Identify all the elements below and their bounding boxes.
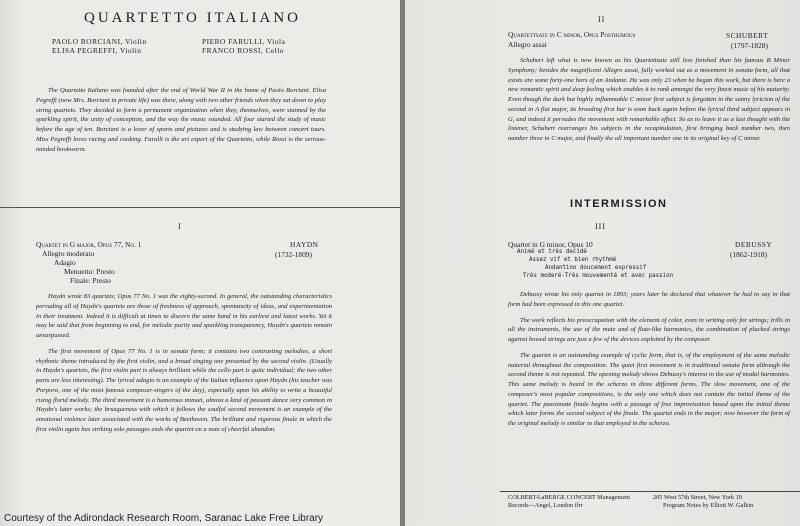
dates-debussy: (1862-1918)	[730, 250, 767, 259]
debussy-notes	[508, 290, 790, 435]
footer-management: COLBERT-LaBERGE CONCERT Management	[508, 494, 631, 501]
ensemble-title: QUARTETTO ITALIANO	[84, 10, 302, 26]
section-number-3: III	[595, 222, 606, 231]
haydn-paragraph-2: The first movement of Opus 77 No. 1 is in sonata form; it contains two contrasting melodies, a short rhythmic theme introduced by the first violin, and a broad singing one presented by the second violin. (Usually in Haydn's quartets, the first violin part is always brilliant while the cello part is quite individual; the two other parts are less interesting). The lyrical adagio is an example of the Italian influence upon Haydn (his teacher was Porpora, one of the most famous composer-singers of the day), especially upon his ability to write a beautiful rising florid melody. The third movement is a humorous minuet, almost a kind of peasant dance very common in Haydn's later works; the brusqueness with which it follows the soulful second movement is an example of the emotional violence later associated with the works of Beethoven. The brilliant and vigorous finale in which the first violin again has striking solo passages ends the quartet on a note of cheerful abandon.	[36, 347, 332, 433]
composer-debussy: DEBUSSY	[735, 240, 773, 249]
footer-records: Records—Angel, London ffrr	[508, 502, 583, 509]
intermission-heading: INTERMISSION	[570, 198, 668, 210]
member-pegreffi: ELISA PEGREFFI, Violin	[52, 46, 142, 55]
movement-4: Finale: Presto	[70, 276, 111, 285]
debussy-movement-4: Très moderé-Très mouvementé et avec passion	[523, 273, 674, 279]
movement-3: Menuetto: Presto	[64, 267, 115, 276]
composer-haydn: HAYDN	[290, 240, 319, 249]
member-borciani: PAOLO BORCIANI, Violin	[52, 37, 147, 46]
work-title-schubert: Quartettsatz in C minor, Opus Posthumous	[508, 30, 636, 39]
debussy-paragraph-2: The work reflects his preoccupation with the element of color, even in writing only for strings; trills in all the instruments, the use of the mute and of flute-like harmonics, the combination of plucked strings against bowed strings are just a few of the devices exploited by the composer.	[508, 316, 790, 343]
composer-schubert: SCHUBERT	[726, 31, 769, 40]
footer-program-notes: Program Notes by Elliott W. Galkin	[663, 502, 754, 509]
debussy-movement-3: Andantino doucement expressif	[545, 265, 647, 271]
work-title-haydn: Quartet in G major, Opus 77, No. 1	[36, 240, 142, 249]
bio-paragraph: The Quartetto Italiano was founded after the end of World War II in the home of Paolo Borciani. Elisa Pegreffi (now Mrs. Borciani in private life) was there, along with two other friends when they sat down to play string quartets. They decided to form a permanent organization when they, themselves, were stunned by the sparkling spirit, the unity of conception, and the way the music sounded. All four started the study of music before the age of ten. Borciani is a lover of sports and pictures and is studying law between concert tours. Miss Pegreffi loves racing and cooking. Farulli is the art expert of the Quartetto, while Rossi is the serious-minded bookworm.	[36, 87, 326, 153]
dates-haydn: (1732-1809)	[275, 250, 312, 259]
work-title-debussy: Quartet in G minor, Opus 10	[508, 240, 593, 249]
movement-1: Allegro moderato	[42, 249, 95, 258]
debussy-movement-1: Animé et très decidé	[517, 249, 587, 255]
dates-schubert: (1797-1828)	[731, 41, 768, 50]
haydn-paragraph-1: Haydn wrote 83 quartets; Opus 77 No. 1 was the eighty-second. In general, the outstanding characteristics pervading all of Haydn's quartets are those of freshness of approach, spontaneity of ideas, and experimentation in their treatment. Indeed it is difficult at times to discern the same hand in his earliest and latest works. Yet it may be said that from beginning to end, for melodic purity and sparkling transparency, Haydn's quartets remain unsurpassed.	[36, 293, 332, 339]
section-number-2: II	[598, 15, 606, 24]
right-program-page	[405, 0, 800, 526]
debussy-paragraph-3: The quartet is an outstanding example of cyclic form, that is, of the employment of the same melodic material throughout the composition. The quiet first movement is in traditional sonata form although the second theme is not repeated. The opening melody shows Debussy's interest in the use of modal harmonies. This same melody is heard in the scherzo in three different forms. The slow movement, one of the composer's most popular compositions, is the only one which does not contain the initial theme of the quartet. The passionate finale begins with a passage of free improvisation based upon the initial theme which later forms the second subject of the finale. The quartet ends in the major; now however the form of the original melody is similar to that employed in the scherzo.	[508, 351, 790, 427]
footer-rule	[500, 491, 800, 492]
member-farulli: PIERO FARULLI, Viola	[202, 37, 286, 46]
debussy-paragraph-1: Debussy wrote his only quartet in 1893; years later he declared that whatever he had to say in that form had been expressed in this one quartet.	[508, 291, 790, 308]
movement-schubert: Allegro assai	[508, 40, 547, 49]
footer-address: 205 West 57th Street, New York 19	[653, 494, 742, 501]
schubert-notes	[508, 56, 790, 150]
movement-2: Adagio	[54, 258, 76, 267]
haydn-notes	[36, 292, 332, 441]
section-number-1: I	[178, 222, 182, 231]
image-credit: Courtesy of the Adirondack Research Room, Saranac Lake Free Library	[4, 513, 324, 524]
member-rossi: FRANCO ROSSI, Cello	[202, 46, 284, 55]
schubert-paragraph: Schubert left what is now known as his Quartettsatz still less finished than his famous B Minor Symphony; besides the magnificent Allegro assai, fully worked out as a movement in sonata form, all that exists are some forty-one bars of an Andante. He was only 23 when he began this work, but there is here a new romantic spirit and deep feeling which enables it to rank amongst the very finest music of his maturity. Even though the dark but highly inflammable C minor first subject is forgotten in the sunny lyricism of the second in A flat major, its brooding first bar is soon back again before the lyrical third subject appears in G, and indeed it pervades the movement with remarkable effect. So as to leave it as a last thought with the listener, Schubert rearranges his subjects in the recapitulation, first bringing back number two, then number three in C major, and finally the all important number one in its original key of C minor.	[508, 57, 790, 142]
section-divider	[0, 207, 400, 208]
debussy-movement-2: Assez vif et bien rhythmé	[529, 257, 617, 263]
ensemble-bio	[36, 86, 326, 160]
